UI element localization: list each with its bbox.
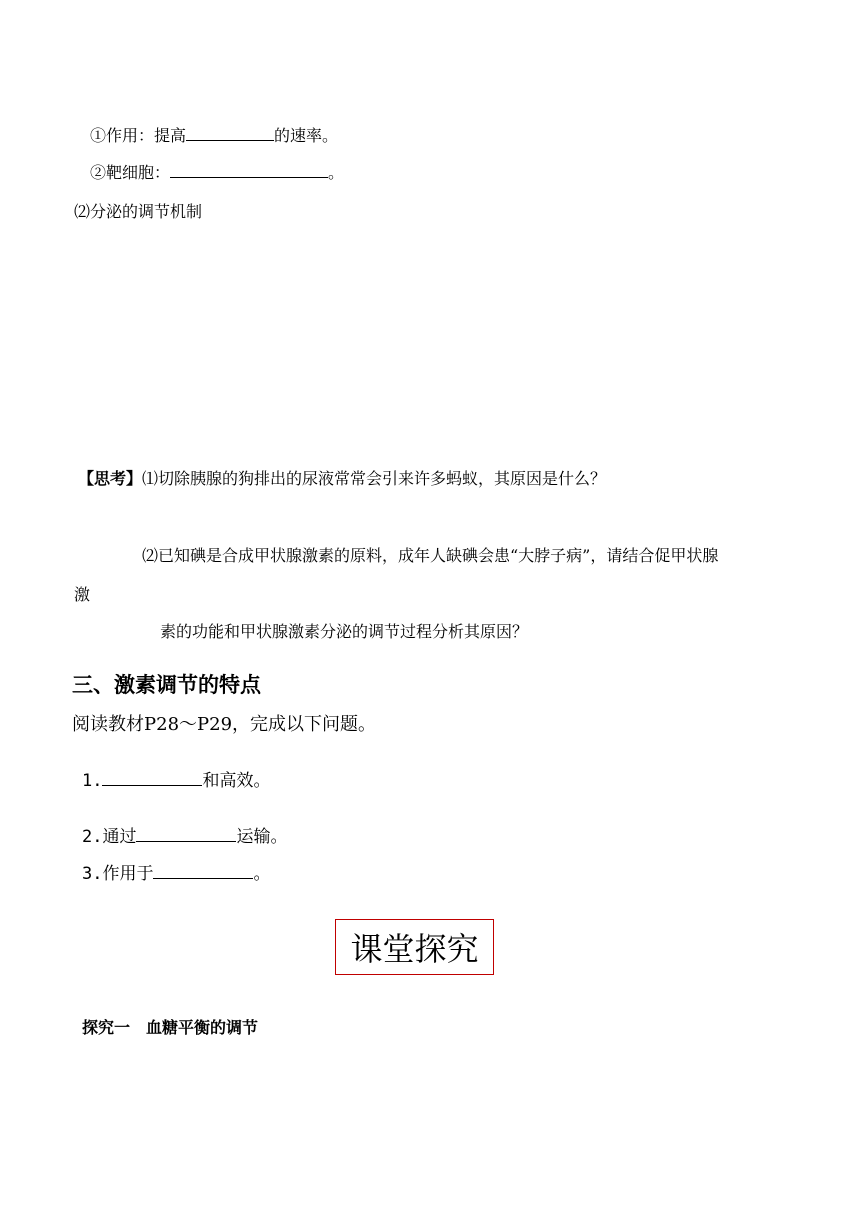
blank-function[interactable]: [186, 126, 274, 141]
think-tag: 【思考】: [78, 469, 143, 488]
feature-item-2: [82, 826, 287, 848]
explore-1-heading: 探究一 血糖平衡的调节: [82, 1018, 259, 1037]
feature-item-3-prefix: 3.作用于: [82, 864, 154, 884]
item-target-cell: [90, 163, 344, 183]
blank-target-cell[interactable]: [170, 163, 328, 178]
item-function: [90, 126, 338, 146]
feature-item-2-suffix: 运输。: [236, 827, 288, 847]
classroom-exploration-box: 课堂探究: [335, 919, 494, 975]
think-question-1: [78, 469, 606, 489]
blank-feature-1[interactable]: [102, 771, 202, 786]
blank-feature-2[interactable]: [136, 827, 236, 842]
think-question-2-line3: 素的功能和甲状腺激素分泌的调节过程分析其原因？: [160, 622, 529, 641]
think-question-2-line2: 激: [74, 585, 91, 604]
think-question-2-line1: ⑵已知碘是合成甲状腺激素的原料，成年人缺碘会患“大脖子病”，请结合促甲状腺: [142, 546, 719, 565]
sub-heading-regulation: ⑵分泌的调节机制: [74, 202, 203, 221]
feature-item-1-suffix: 和高效。: [202, 771, 271, 791]
item-target-cell-prefix: ②靶细胞：: [90, 163, 171, 182]
feature-item-2-prefix: 2.通过: [82, 827, 137, 847]
item-function-prefix: ①作用：提高: [90, 126, 187, 145]
feature-item-3-suffix: 。: [253, 864, 271, 884]
read-instruction: 阅读教材P28～P29，完成以下问题。: [72, 714, 377, 735]
feature-item-1-prefix: 1.: [82, 771, 103, 791]
feature-item-1: [82, 770, 270, 792]
item-target-cell-suffix: 。: [328, 163, 345, 182]
think-q1-text: ⑴切除胰腺的狗排出的尿液常常会引来许多蚂蚁，其原因是什么？: [142, 469, 607, 488]
feature-item-3: [82, 863, 270, 885]
item-function-suffix: 的速率。: [274, 126, 339, 145]
blank-feature-3[interactable]: [153, 864, 253, 879]
section-heading-features: 三、激素调节的特点: [72, 673, 261, 697]
